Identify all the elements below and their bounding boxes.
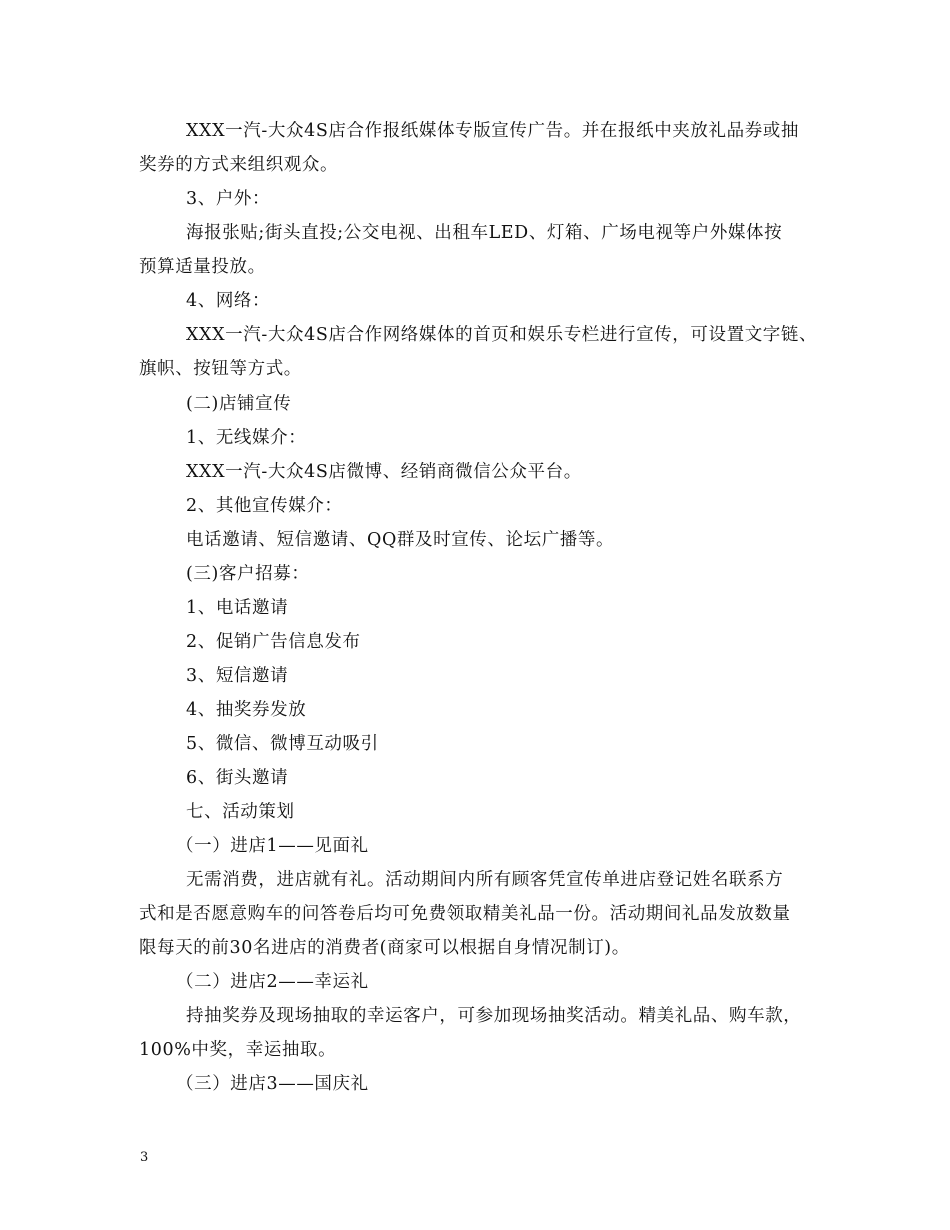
section-heading: （二）进店2——幸运礼	[176, 972, 369, 992]
body-line: 式和是否愿意购车的问答卷后均可免费领取精美礼品一份。活动期间礼品发放数量	[139, 904, 791, 924]
page-number: 3	[140, 1150, 149, 1165]
section-heading: 1、无线媒介：	[186, 428, 307, 448]
section-heading: （一）进店1——见面礼	[176, 836, 369, 856]
body-line: XXX一汽-大众4S店合作网络媒体的首页和娱乐专栏进行宣传，可设置文字链、	[186, 325, 818, 345]
section-heading: 3、户外：	[186, 189, 271, 209]
section-heading: (二)店铺宣传	[186, 394, 292, 414]
list-item: 2、促销广告信息发布	[186, 632, 361, 652]
section-heading: (三)客户招募：	[186, 564, 310, 584]
list-item: 1、电话邀请	[186, 598, 289, 618]
body-line: 奖券的方式来组织观众。	[139, 155, 339, 175]
body-line: 电话邀请、短信邀请、QQ群及时宣传、论坛广播等。	[186, 530, 615, 550]
body-line: 海报张贴;街头直投;公交电视、出租车LED、灯箱、广场电视等户外媒体按	[186, 223, 783, 243]
section-heading: （三）进店3——国庆礼	[176, 1074, 369, 1094]
list-item: 6、街头邀请	[186, 768, 289, 788]
body-line: 预算适量投放。	[139, 257, 266, 277]
section-heading: 2、其他宣传媒介：	[186, 496, 343, 516]
list-item: 4、抽奖券发放	[186, 700, 307, 720]
section-heading: 4、网络：	[186, 291, 271, 311]
body-line: XXX一汽-大众4S店合作报纸媒体专版宣传广告。并在报纸中夹放礼品券或抽	[186, 121, 800, 141]
body-line: 旗帜、按钮等方式。	[139, 359, 302, 379]
body-line: 无需消费，进店就有礼。活动期间内所有顾客凭宣传单进店登记姓名联系方	[186, 870, 784, 890]
body-line: 持抽奖券及现场抽取的幸运客户，可参加现场抽奖活动。精美礼品、购车款，	[186, 1006, 802, 1026]
section-heading: 七、活动策划	[186, 802, 295, 822]
body-line: 限每天的前30名进店的消费者(商家可以根据自身情况制订)。	[139, 938, 630, 958]
list-item: 5、微信、微博互动吸引	[186, 734, 379, 754]
body-line: 100%中奖，幸运抽取。	[139, 1040, 337, 1060]
list-item: 3、短信邀请	[186, 666, 289, 686]
body-line: XXX一汽-大众4S店微博、经销商微信公众平台。	[186, 462, 582, 482]
